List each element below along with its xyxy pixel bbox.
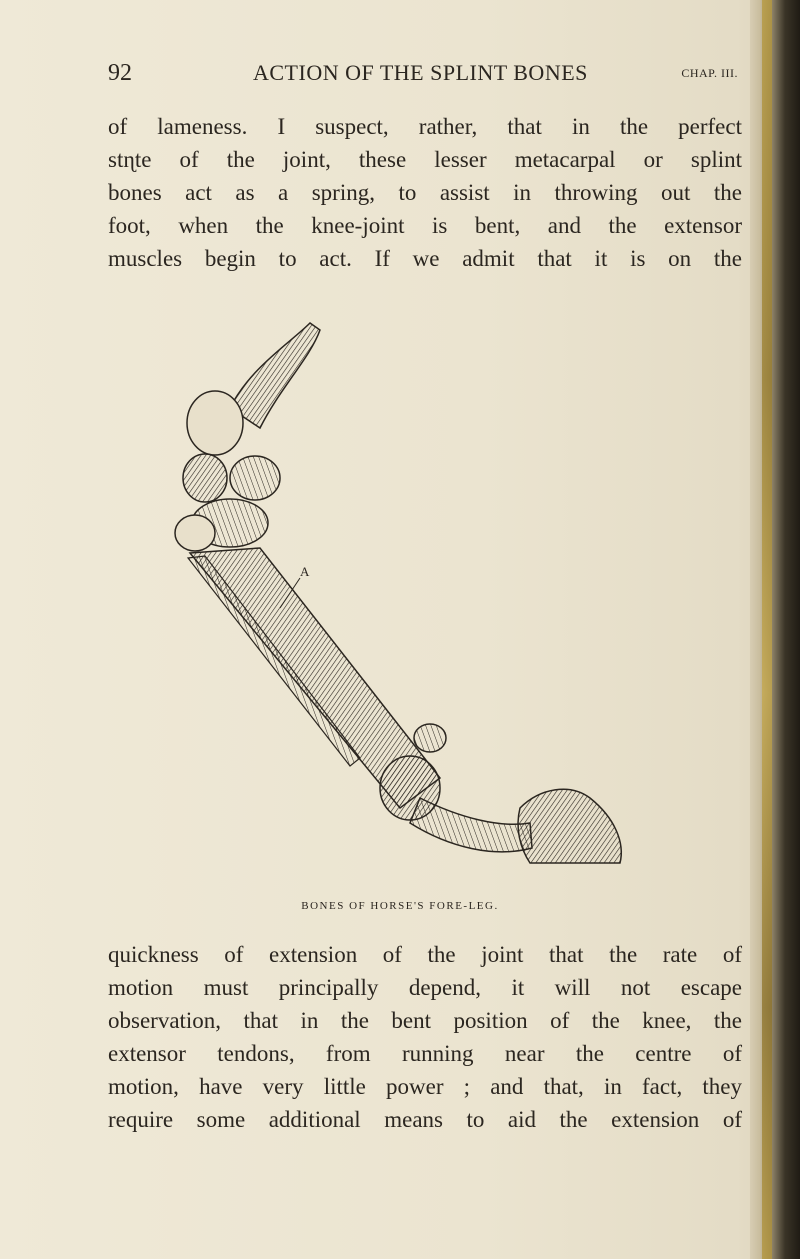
text-line: extensor tendons, from running near the centre of bbox=[108, 1041, 742, 1066]
text-line: require some additional means to aid the extension of bbox=[108, 1107, 742, 1132]
text-line: motion must principally depend, it will not escape bbox=[108, 975, 742, 1000]
carpal-bone bbox=[183, 454, 227, 502]
text-line: foot, when the knee-joint is bent, and the extensor bbox=[108, 213, 742, 238]
carpal-bone bbox=[187, 391, 243, 455]
text-line: of lameness. I suspect, rather, that in the perfect bbox=[108, 114, 742, 139]
pastern-bone bbox=[410, 798, 532, 852]
carpal-bone bbox=[230, 456, 280, 500]
text-line: stɳte of the joint, these lesser metacarpal or splint bbox=[108, 147, 742, 172]
paragraph-bottom bbox=[108, 938, 742, 1136]
coffin-bone bbox=[518, 789, 621, 863]
carpal-bone bbox=[175, 515, 215, 551]
text-line: observation, that in the bent position of the knee, the bbox=[108, 1008, 742, 1033]
page-edge bbox=[750, 0, 800, 1259]
paragraph-top bbox=[108, 110, 742, 275]
radius-bone bbox=[230, 323, 320, 428]
text-line: motion, have very little power ; and that, in fact, they bbox=[108, 1074, 742, 1099]
gilt-edge bbox=[762, 0, 772, 1259]
page-number: 92 bbox=[108, 60, 132, 86]
foreleg-bones-illustration bbox=[160, 318, 640, 878]
text-line: bones act as a spring, to assist in throwing out the bbox=[108, 180, 742, 205]
figure-caption: BONES OF HORSE'S FORE-LEG. bbox=[301, 900, 499, 912]
page-header bbox=[108, 60, 738, 88]
chapter-label: CHAP. III. bbox=[681, 66, 738, 80]
text-line: quickness of extension of the joint that the rate of bbox=[108, 942, 742, 967]
running-title: ACTION OF THE SPLINT BONES bbox=[253, 60, 588, 85]
sesamoid-bone bbox=[414, 724, 446, 752]
text-line: muscles begin to act. If we admit that it is on the bbox=[108, 246, 742, 271]
figure-label: A bbox=[300, 564, 310, 579]
